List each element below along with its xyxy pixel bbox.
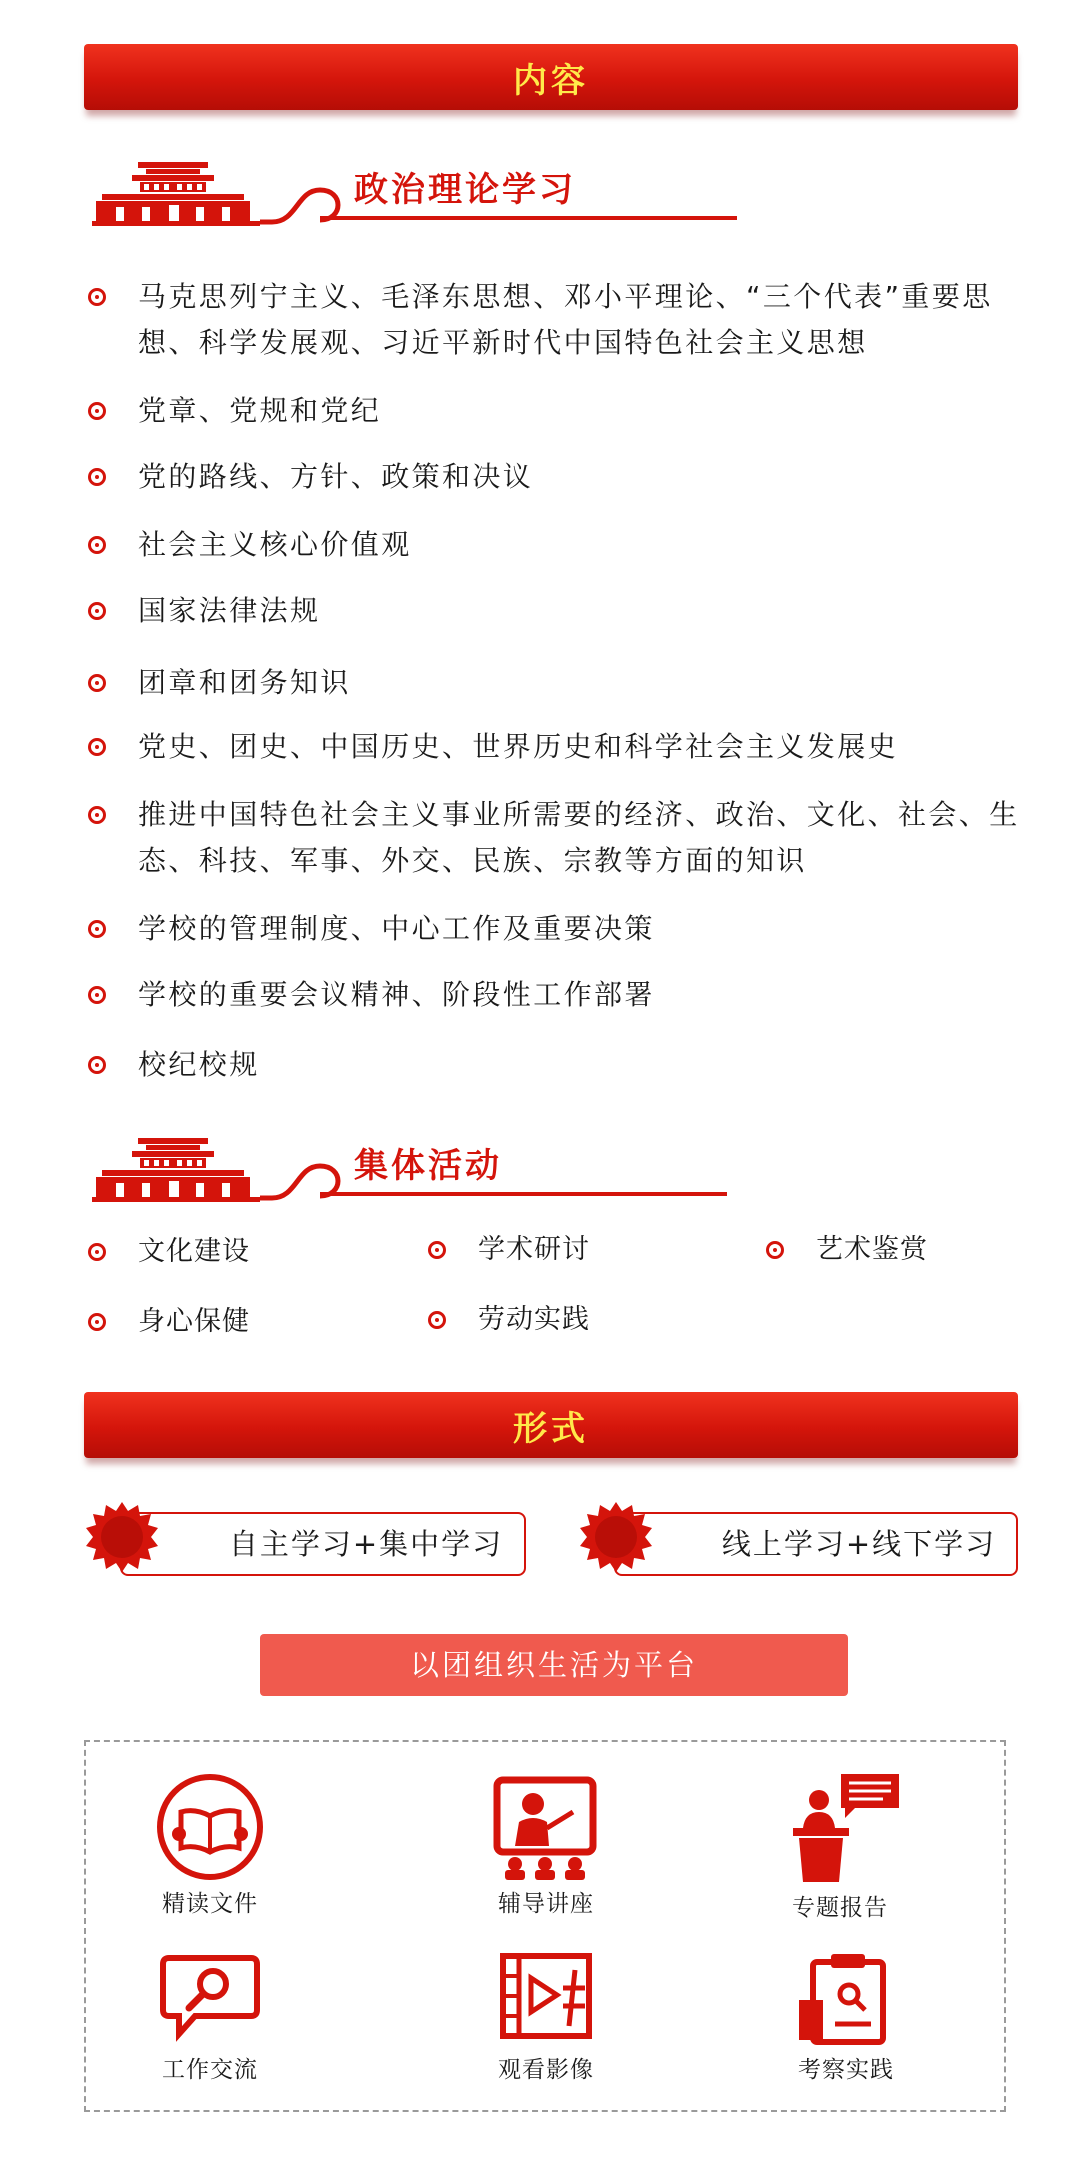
bullet-icon <box>88 1243 106 1261</box>
bullet-icon <box>428 1241 446 1259</box>
content-banner-title: 内容 <box>513 60 589 101</box>
bullet-icon <box>88 674 106 692</box>
section-header-activities <box>92 1136 752 1206</box>
method-item-lecture <box>426 1772 666 1920</box>
podium-speaker-icon <box>775 1770 905 1886</box>
form-banner-title: 形式 <box>513 1408 589 1449</box>
book-reading-icon <box>155 1772 265 1882</box>
bullet-icon <box>88 920 106 938</box>
platform-label: 以团组织生活为平台 <box>260 1634 848 1696</box>
bullet-icon <box>88 468 106 486</box>
red-seal-icon <box>580 1502 652 1572</box>
form-pill-self-study: 自主学习+集中学习 <box>120 1512 526 1576</box>
content-banner <box>84 44 1018 110</box>
method-label: 专题报告 <box>792 1895 888 1921</box>
bullet-icon <box>428 1311 446 1329</box>
method-item-field-practice <box>726 1948 966 2086</box>
section-header-theory <box>92 160 752 230</box>
clipboard-icon <box>791 1948 901 2048</box>
method-label: 精读文件 <box>162 1891 258 1917</box>
bullet-icon <box>88 602 106 620</box>
chat-search-icon <box>155 1948 265 2048</box>
section-title-activities: 集体活动 <box>354 1146 502 1186</box>
method-label: 工作交流 <box>162 2057 258 2083</box>
method-label: 考察实践 <box>798 2057 894 2083</box>
bullet-icon <box>88 402 106 420</box>
method-item-special-report <box>720 1770 960 1924</box>
red-seal-icon <box>86 1502 158 1572</box>
lecture-board-icon <box>491 1772 601 1882</box>
method-label: 辅导讲座 <box>498 1891 594 1917</box>
bullet-icon <box>88 1056 106 1074</box>
bullet-icon <box>88 806 106 824</box>
form-banner <box>84 1392 1018 1458</box>
bullet-icon <box>88 738 106 756</box>
bullet-icon <box>766 1241 784 1259</box>
method-item-watch-video <box>426 1948 666 2086</box>
method-item-read-documents <box>90 1772 330 1920</box>
method-item-work-exchange <box>90 1948 330 2086</box>
bullet-icon <box>88 1313 106 1331</box>
section-title-theory: 政治理论学习 <box>354 170 576 210</box>
method-label: 观看影像 <box>498 2057 594 2083</box>
bullet-icon <box>88 536 106 554</box>
bullet-icon <box>88 986 106 1004</box>
bullet-icon <box>88 288 106 306</box>
video-film-icon <box>491 1948 601 2048</box>
form-pill-online-offline: 线上学习+线下学习 <box>614 1512 1018 1576</box>
methods-box <box>84 1740 1006 2112</box>
